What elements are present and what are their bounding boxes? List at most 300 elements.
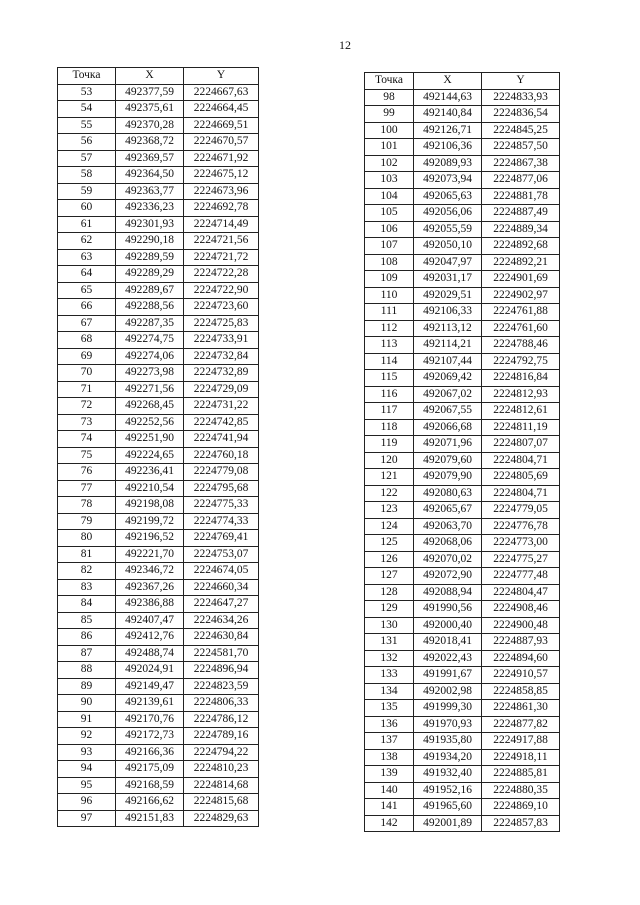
cell-point: 76: [58, 464, 116, 481]
cell-x: 492031,17: [414, 271, 482, 288]
cell-y: 2224792,75: [482, 353, 560, 370]
cell-point: 109: [365, 271, 414, 288]
header-point: Точка: [58, 68, 116, 85]
cell-y: 2224692,78: [184, 200, 259, 217]
cell-x: 492080,63: [414, 485, 482, 502]
table-row: [58, 645, 259, 662]
cell-x: 492412,76: [116, 629, 184, 646]
cell-point: 61: [58, 216, 116, 233]
coordinates-table-left: [57, 67, 259, 827]
table-row: [365, 271, 560, 288]
cell-y: 2224722,28: [184, 266, 259, 283]
cell-point: 135: [365, 700, 414, 717]
cell-x: 492175,09: [116, 761, 184, 778]
cell-y: 2224918,11: [482, 749, 560, 766]
cell-point: 88: [58, 662, 116, 679]
cell-point: 112: [365, 320, 414, 337]
table-row: [58, 530, 259, 547]
cell-x: 492367,26: [116, 579, 184, 596]
cell-y: 2224731,22: [184, 398, 259, 415]
cell-x: 492273,98: [116, 365, 184, 382]
cell-y: 2224729,09: [184, 381, 259, 398]
cell-x: 492386,88: [116, 596, 184, 613]
table-row: [58, 134, 259, 151]
cell-x: 491932,40: [414, 766, 482, 783]
table-row: [365, 551, 560, 568]
cell-point: 127: [365, 568, 414, 585]
cell-y: 2224902,97: [482, 287, 560, 304]
table-row: [365, 106, 560, 123]
cell-x: 492236,41: [116, 464, 184, 481]
cell-x: 492144,63: [414, 89, 482, 106]
cell-y: 2224807,07: [482, 436, 560, 453]
cell-x: 492251,90: [116, 431, 184, 448]
table-row: [365, 155, 560, 172]
cell-x: 492066,68: [414, 419, 482, 436]
cell-x: 492346,72: [116, 563, 184, 580]
cell-x: 492407,47: [116, 612, 184, 629]
cell-x: 491991,67: [414, 667, 482, 684]
cell-y: 2224725,83: [184, 315, 259, 332]
header-x: X: [116, 68, 184, 85]
cell-x: 492107,44: [414, 353, 482, 370]
cell-x: 491935,80: [414, 733, 482, 750]
cell-y: 2224753,07: [184, 546, 259, 563]
cell-point: 142: [365, 815, 414, 832]
cell-x: 491990,56: [414, 601, 482, 618]
cell-y: 2224900,48: [482, 617, 560, 634]
cell-x: 492268,45: [116, 398, 184, 415]
cell-x: 492113,12: [414, 320, 482, 337]
cell-y: 2224674,05: [184, 563, 259, 580]
cell-y: 2224877,06: [482, 172, 560, 189]
table-row: [58, 794, 259, 811]
table-row: [365, 716, 560, 733]
cell-point: 122: [365, 485, 414, 502]
table-row: [365, 419, 560, 436]
cell-point: 68: [58, 332, 116, 349]
cell-y: 2224671,92: [184, 150, 259, 167]
cell-y: 2224773,00: [482, 535, 560, 552]
table-row: [365, 122, 560, 139]
table-row: [365, 254, 560, 271]
cell-x: 492377,59: [116, 84, 184, 101]
cell-x: 492271,56: [116, 381, 184, 398]
table-row: [365, 205, 560, 222]
cell-y: 2224774,33: [184, 513, 259, 530]
cell-x: 492370,28: [116, 117, 184, 134]
table-row: [365, 403, 560, 420]
cell-y: 2224861,30: [482, 700, 560, 717]
table-row: [365, 502, 560, 519]
cell-x: 492221,70: [116, 546, 184, 563]
cell-x: 492024,91: [116, 662, 184, 679]
cell-y: 2224775,27: [482, 551, 560, 568]
cell-point: 73: [58, 414, 116, 431]
cell-x: 492079,60: [414, 452, 482, 469]
cell-y: 2224901,69: [482, 271, 560, 288]
cell-x: 492069,42: [414, 370, 482, 387]
cell-x: 492072,90: [414, 568, 482, 585]
cell-y: 2224833,93: [482, 89, 560, 106]
cell-x: 491999,30: [414, 700, 482, 717]
table-row: [58, 282, 259, 299]
cell-y: 2224917,88: [482, 733, 560, 750]
cell-point: 74: [58, 431, 116, 448]
cell-x: 492106,36: [414, 139, 482, 156]
cell-y: 2224775,33: [184, 497, 259, 514]
cell-point: 104: [365, 188, 414, 205]
cell-y: 2224786,12: [184, 711, 259, 728]
table-row: [58, 480, 259, 497]
cell-point: 66: [58, 299, 116, 316]
table-row: [58, 464, 259, 481]
cell-point: 136: [365, 716, 414, 733]
table-row: [58, 546, 259, 563]
table-row: [365, 700, 560, 717]
table-row: [365, 337, 560, 354]
cell-point: 78: [58, 497, 116, 514]
table-row: [58, 744, 259, 761]
table-row: [365, 436, 560, 453]
cell-point: 130: [365, 617, 414, 634]
cell-point: 140: [365, 782, 414, 799]
cell-point: 56: [58, 134, 116, 151]
table-row: [58, 810, 259, 827]
table-row: [58, 381, 259, 398]
table-header-row: [365, 73, 560, 90]
cell-x: 492114,21: [414, 337, 482, 354]
cell-point: 129: [365, 601, 414, 618]
cell-y: 2224845,25: [482, 122, 560, 139]
cell-x: 492088,94: [414, 584, 482, 601]
cell-y: 2224815,68: [184, 794, 259, 811]
cell-x: 492336,23: [116, 200, 184, 217]
cell-y: 2224733,91: [184, 332, 259, 349]
table-row: [58, 101, 259, 118]
table-row: [365, 733, 560, 750]
cell-y: 2224761,88: [482, 304, 560, 321]
cell-point: 97: [58, 810, 116, 827]
cell-x: 492488,74: [116, 645, 184, 662]
cell-y: 2224885,81: [482, 766, 560, 783]
cell-y: 2224760,18: [184, 447, 259, 464]
cell-point: 90: [58, 695, 116, 712]
cell-point: 53: [58, 84, 116, 101]
table-row: [58, 398, 259, 415]
cell-point: 58: [58, 167, 116, 184]
cell-point: 95: [58, 777, 116, 794]
cell-y: 2224788,46: [482, 337, 560, 354]
cell-point: 80: [58, 530, 116, 547]
table-row: [365, 188, 560, 205]
table-row: [365, 353, 560, 370]
cell-y: 2224814,68: [184, 777, 259, 794]
cell-x: 492151,83: [116, 810, 184, 827]
cell-y: 2224910,57: [482, 667, 560, 684]
cell-x: 492001,89: [414, 815, 482, 832]
table-row: [58, 299, 259, 316]
table-row: [365, 584, 560, 601]
table-row: [58, 695, 259, 712]
cell-y: 2224823,59: [184, 678, 259, 695]
cell-point: 96: [58, 794, 116, 811]
cell-y: 2224721,72: [184, 249, 259, 266]
cell-point: 92: [58, 728, 116, 745]
table-row: [58, 777, 259, 794]
cell-y: 2224794,22: [184, 744, 259, 761]
table-row: [365, 452, 560, 469]
cell-point: 63: [58, 249, 116, 266]
cell-y: 2224741,94: [184, 431, 259, 448]
table-row: [365, 617, 560, 634]
cell-x: 492369,57: [116, 150, 184, 167]
cell-y: 2224630,84: [184, 629, 259, 646]
cell-y: 2224722,90: [184, 282, 259, 299]
table-row: [365, 386, 560, 403]
cell-y: 2224806,33: [184, 695, 259, 712]
cell-y: 2224812,61: [482, 403, 560, 420]
cell-x: 492106,33: [414, 304, 482, 321]
table-row: [58, 629, 259, 646]
cell-point: 102: [365, 155, 414, 172]
table-row: [365, 782, 560, 799]
cell-point: 128: [365, 584, 414, 601]
cell-y: 2224804,71: [482, 485, 560, 502]
cell-x: 492055,59: [414, 221, 482, 238]
cell-point: 75: [58, 447, 116, 464]
cell-x: 492068,06: [414, 535, 482, 552]
cell-x: 492063,70: [414, 518, 482, 535]
cell-point: 67: [58, 315, 116, 332]
table-row: [58, 563, 259, 580]
cell-x: 492288,56: [116, 299, 184, 316]
table-row: [58, 167, 259, 184]
cell-y: 2224660,34: [184, 579, 259, 596]
cell-point: 62: [58, 233, 116, 250]
table-row: [365, 799, 560, 816]
cell-point: 87: [58, 645, 116, 662]
cell-y: 2224857,83: [482, 815, 560, 832]
cell-y: 2224887,93: [482, 634, 560, 651]
cell-y: 2224779,05: [482, 502, 560, 519]
table-row: [58, 678, 259, 695]
cell-point: 132: [365, 650, 414, 667]
cell-y: 2224881,78: [482, 188, 560, 205]
cell-point: 108: [365, 254, 414, 271]
table-row: [58, 117, 259, 134]
cell-y: 2224887,49: [482, 205, 560, 222]
cell-point: 117: [365, 403, 414, 420]
table-row: [365, 485, 560, 502]
cell-point: 121: [365, 469, 414, 486]
cell-x: 492079,90: [414, 469, 482, 486]
cell-point: 91: [58, 711, 116, 728]
cell-x: 492070,02: [414, 551, 482, 568]
cell-point: 59: [58, 183, 116, 200]
cell-x: 492210,54: [116, 480, 184, 497]
cell-point: 55: [58, 117, 116, 134]
cell-x: 492274,75: [116, 332, 184, 349]
cell-x: 492056,06: [414, 205, 482, 222]
table-row: [58, 183, 259, 200]
cell-x: 492172,73: [116, 728, 184, 745]
cell-x: 492139,61: [116, 695, 184, 712]
table-row: [58, 150, 259, 167]
table-row: [365, 766, 560, 783]
cell-x: 492065,67: [414, 502, 482, 519]
table-row: [365, 320, 560, 337]
cell-y: 2224889,34: [482, 221, 560, 238]
cell-y: 2224836,54: [482, 106, 560, 123]
cell-point: 110: [365, 287, 414, 304]
cell-x: 492029,51: [414, 287, 482, 304]
cell-x: 492067,55: [414, 403, 482, 420]
cell-x: 492375,61: [116, 101, 184, 118]
cell-point: 115: [365, 370, 414, 387]
cell-y: 2224721,56: [184, 233, 259, 250]
cell-point: 126: [365, 551, 414, 568]
cell-y: 2224761,60: [482, 320, 560, 337]
cell-y: 2224812,93: [482, 386, 560, 403]
cell-x: 492289,67: [116, 282, 184, 299]
cell-point: 84: [58, 596, 116, 613]
cell-point: 116: [365, 386, 414, 403]
cell-y: 2224581,70: [184, 645, 259, 662]
cell-y: 2224857,50: [482, 139, 560, 156]
cell-y: 2224673,96: [184, 183, 259, 200]
cell-y: 2224908,46: [482, 601, 560, 618]
cell-point: 139: [365, 766, 414, 783]
cell-point: 125: [365, 535, 414, 552]
page-number: 12: [339, 38, 351, 52]
header-point: Точка: [365, 73, 414, 90]
cell-point: 118: [365, 419, 414, 436]
cell-y: 2224669,51: [184, 117, 259, 134]
cell-x: 492287,35: [116, 315, 184, 332]
table-row: [365, 304, 560, 321]
cell-x: 492067,02: [414, 386, 482, 403]
cell-point: 86: [58, 629, 116, 646]
cell-x: 492050,10: [414, 238, 482, 255]
cell-point: 79: [58, 513, 116, 530]
cell-point: 119: [365, 436, 414, 453]
cell-point: 106: [365, 221, 414, 238]
table-row: [58, 513, 259, 530]
cell-point: 124: [365, 518, 414, 535]
cell-y: 2224810,23: [184, 761, 259, 778]
cell-point: 134: [365, 683, 414, 700]
header-y: Y: [184, 68, 259, 85]
table-row: [58, 315, 259, 332]
cell-point: 83: [58, 579, 116, 596]
cell-point: 120: [365, 452, 414, 469]
cell-x: 492047,97: [414, 254, 482, 271]
cell-point: 114: [365, 353, 414, 370]
cell-y: 2224732,84: [184, 348, 259, 365]
table-row: [365, 601, 560, 618]
cell-y: 2224732,89: [184, 365, 259, 382]
cell-point: 70: [58, 365, 116, 382]
cell-point: 71: [58, 381, 116, 398]
table-row: [365, 568, 560, 585]
cell-x: 491970,93: [414, 716, 482, 733]
cell-x: 492368,72: [116, 134, 184, 151]
cell-y: 2224869,10: [482, 799, 560, 816]
cell-x: 492126,71: [414, 122, 482, 139]
cell-y: 2224867,38: [482, 155, 560, 172]
table-row: [58, 447, 259, 464]
table-header-row: [58, 68, 259, 85]
cell-y: 2224634,26: [184, 612, 259, 629]
cell-point: 105: [365, 205, 414, 222]
cell-y: 2224829,63: [184, 810, 259, 827]
table-row: [365, 172, 560, 189]
cell-x: 492149,47: [116, 678, 184, 695]
cell-point: 93: [58, 744, 116, 761]
cell-y: 2224804,47: [482, 584, 560, 601]
table-row: [58, 249, 259, 266]
table-row: [58, 596, 259, 613]
header-x: X: [414, 73, 482, 90]
cell-y: 2224664,45: [184, 101, 259, 118]
table-row: [365, 238, 560, 255]
table-row: [58, 332, 259, 349]
table-row: [365, 221, 560, 238]
cell-y: 2224805,69: [482, 469, 560, 486]
table-row: [365, 518, 560, 535]
coordinates-table-right: [364, 72, 560, 832]
cell-y: 2224769,41: [184, 530, 259, 547]
cell-x: 492073,94: [414, 172, 482, 189]
table-row: [365, 370, 560, 387]
cell-x: 492071,96: [414, 436, 482, 453]
cell-x: 492363,77: [116, 183, 184, 200]
cell-point: 103: [365, 172, 414, 189]
cell-x: 492199,72: [116, 513, 184, 530]
cell-x: 492252,56: [116, 414, 184, 431]
cell-x: 492170,76: [116, 711, 184, 728]
table-row: [58, 612, 259, 629]
header-y: Y: [482, 73, 560, 90]
cell-point: 107: [365, 238, 414, 255]
cell-point: 111: [365, 304, 414, 321]
cell-y: 2224777,48: [482, 568, 560, 585]
table-row: [58, 761, 259, 778]
table-row: [365, 469, 560, 486]
cell-point: 141: [365, 799, 414, 816]
cell-y: 2224723,60: [184, 299, 259, 316]
cell-x: 492289,29: [116, 266, 184, 283]
cell-point: 82: [58, 563, 116, 580]
table-row: [365, 634, 560, 651]
table-row: [58, 348, 259, 365]
cell-point: 99: [365, 106, 414, 123]
table-row: [58, 579, 259, 596]
cell-x: 492198,08: [116, 497, 184, 514]
cell-point: 133: [365, 667, 414, 684]
cell-point: 101: [365, 139, 414, 156]
cell-y: 2224776,78: [482, 518, 560, 535]
cell-point: 60: [58, 200, 116, 217]
cell-y: 2224789,16: [184, 728, 259, 745]
cell-y: 2224858,85: [482, 683, 560, 700]
cell-point: 57: [58, 150, 116, 167]
cell-x: 492166,62: [116, 794, 184, 811]
cell-x: 492065,63: [414, 188, 482, 205]
table-row: [365, 683, 560, 700]
cell-y: 2224877,82: [482, 716, 560, 733]
